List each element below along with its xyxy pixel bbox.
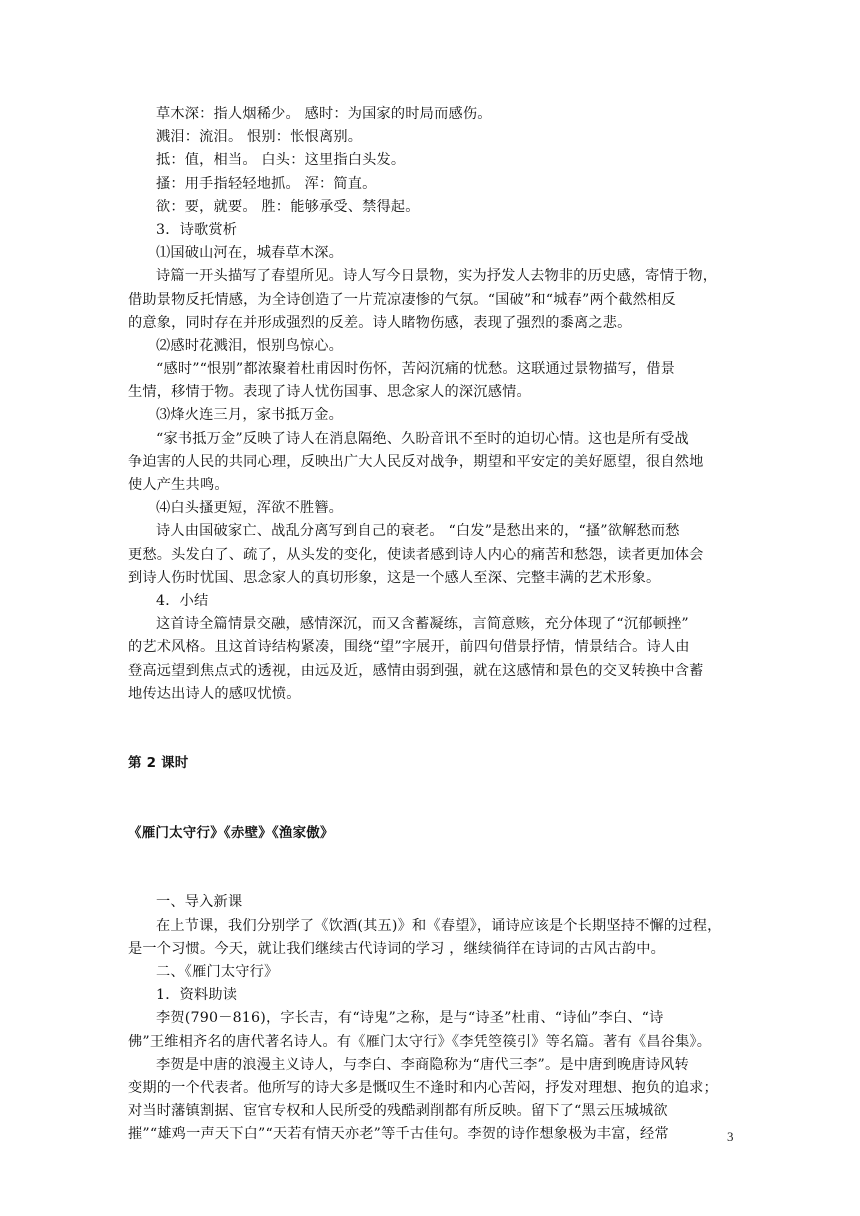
blank-line [128,799,740,822]
text-line: “家书抵万金”反映了诗人在消息隔绝、久盼音讯不至时的迫切心情。这也是所有受战 [156,430,689,447]
text-line: 佛”王维相齐名的唐代著名诗人。有《雁门太守行》《李凭箜篌引》等名篇。著有《昌谷集》。 [128,1033,712,1050]
blank-line [128,729,740,752]
blank-line [128,706,740,729]
text-line: 李贺是中唐的浪漫主义诗人，与李白、李商隐称为“唐代三李”。是中唐到晚唐诗风转 [156,1056,689,1073]
text-line: 溅泪：流泪。 恨别：怅恨离别。 [156,129,363,146]
text-line: 诗人由国破家亡、战乱分离写到自己的衰老。 “白发”是愁出来的，“搔”欲解愁而愁 [156,523,680,540]
text-line: 是一个习惯。今天，就让我们继续古代诗词的学习 ，继续徜徉在诗词的古风古韵中。 [128,940,666,957]
text-line: 欲：要，就要。 胜：能够承受、禁得起。 [156,198,420,215]
text-line: 一、导入新课 [156,894,243,911]
text-line: 的意象，同时存在并形成强烈的反差。诗人睹物伤感，表现了强烈的黍离之悲。 [128,314,632,331]
text-line: 4．小结 [156,592,209,609]
text-line: 李贺(790－816)，字长吉，有“诗鬼”之称，是与“诗圣”杜甫、“诗仙”李白、“诗 [156,1010,664,1027]
blank-line [128,868,740,891]
text-line: 变期的一个代表者。他所写的诗大多是慨叹生不逢时和内心苦闷，抒发对理想、抱负的追求； [128,1079,718,1096]
text-line: 诗篇一开头描写了春望所见。诗人写今日景物，实为抒发人去物非的历史感，寄情于物， [156,268,718,285]
text-line: 对当时藩镇割据、宦官专权和人民所受的残酷剥削都有所反映。留下了“黑云压城城欲 [128,1103,668,1120]
text-line: ⑵感时花溅泪，恨别鸟惊心。 [156,337,344,354]
text-line: ⑷白头搔更短，浑欲不胜簪。 [156,500,344,517]
text-line: 借助景物反托情感，为全诗创造了一片荒凉凄惨的气氛。“国破”和“城春”两个截然相反 [128,291,676,308]
text-line: 更愁。头发白了、疏了，从头发的变化，使读者感到诗人内心的痛苦和愁怨，读者更加体会 [128,546,704,563]
text-line: 使人产生共鸣。 [128,477,229,493]
text-line: 的艺术风格。且这首诗结构紧凑，围绕“望”字展开，前四句借景抒情，情景结合。诗人由 [128,639,690,656]
text-line: 摧”“雄鸡一声天下白”“天若有情天亦老”等千古佳句。李贺的诗作想象极为丰富，经常 [128,1126,669,1143]
text-line: 1．资料助读 [156,987,238,1004]
text-line: 草木深：指人烟稀少。 感时：为国家的时局而感伤。 [156,106,492,122]
text-line: 到诗人伤时忧国、思念家人的真切形象，这是一个感人至深、完整丰满的艺术形象。 [128,569,661,586]
text-line: 登高远望到焦点式的透视，由远及近，感情由弱到强，就在这感情和景色的交叉转换中含蓄 [128,662,704,679]
text-line: 争迫害的人民的共同心理，反映出广大人民反对战争，期望和平安定的美好愿望，很自然地 [128,453,704,470]
text-line: 二、《雁门太守行》 [156,963,279,980]
section-heading: 《雁门太守行》《赤壁》《渔家傲》 [128,824,334,841]
blank-line [128,775,740,798]
text-line: 在上节课，我们分别学了《饮酒(其五)》和《春望》，诵诗应该是个长期坚持不懈的过程， [156,917,722,934]
text-line: 抵：值，相当。 白头：这里指白头发。 [156,152,406,169]
blank-line [128,845,740,868]
page-body [128,103,740,1146]
text-line: 生情，移情于物。表现了诗人忧伤国事、思念家人的深沉感情。 [128,384,531,401]
text-line: ⑶烽火连三月，家书抵万金。 [156,407,344,424]
text-line: 这首诗全篇情景交融，感情深沉，而又含蓄凝练，言简意赅，充分体现了“沉郁顿挫” [156,616,689,633]
text-line: 搔：用手指轻轻地抓。 浑：简直。 [156,175,377,192]
section-heading: 第 2 课时 [128,755,189,772]
text-line: “感时”“恨别”都浓聚着杜甫因时伤怀，苦闷沉痛的忧愁。这联通过景物描写，借景 [156,361,675,378]
text-line: ⑴国破山河在，城春草木深。 [156,245,344,262]
text-line: 3．诗歌赏析 [156,221,238,238]
text-line: 地传达出诗人的感叹忧愤。 [128,685,301,702]
page-number: 3 [727,1129,734,1144]
